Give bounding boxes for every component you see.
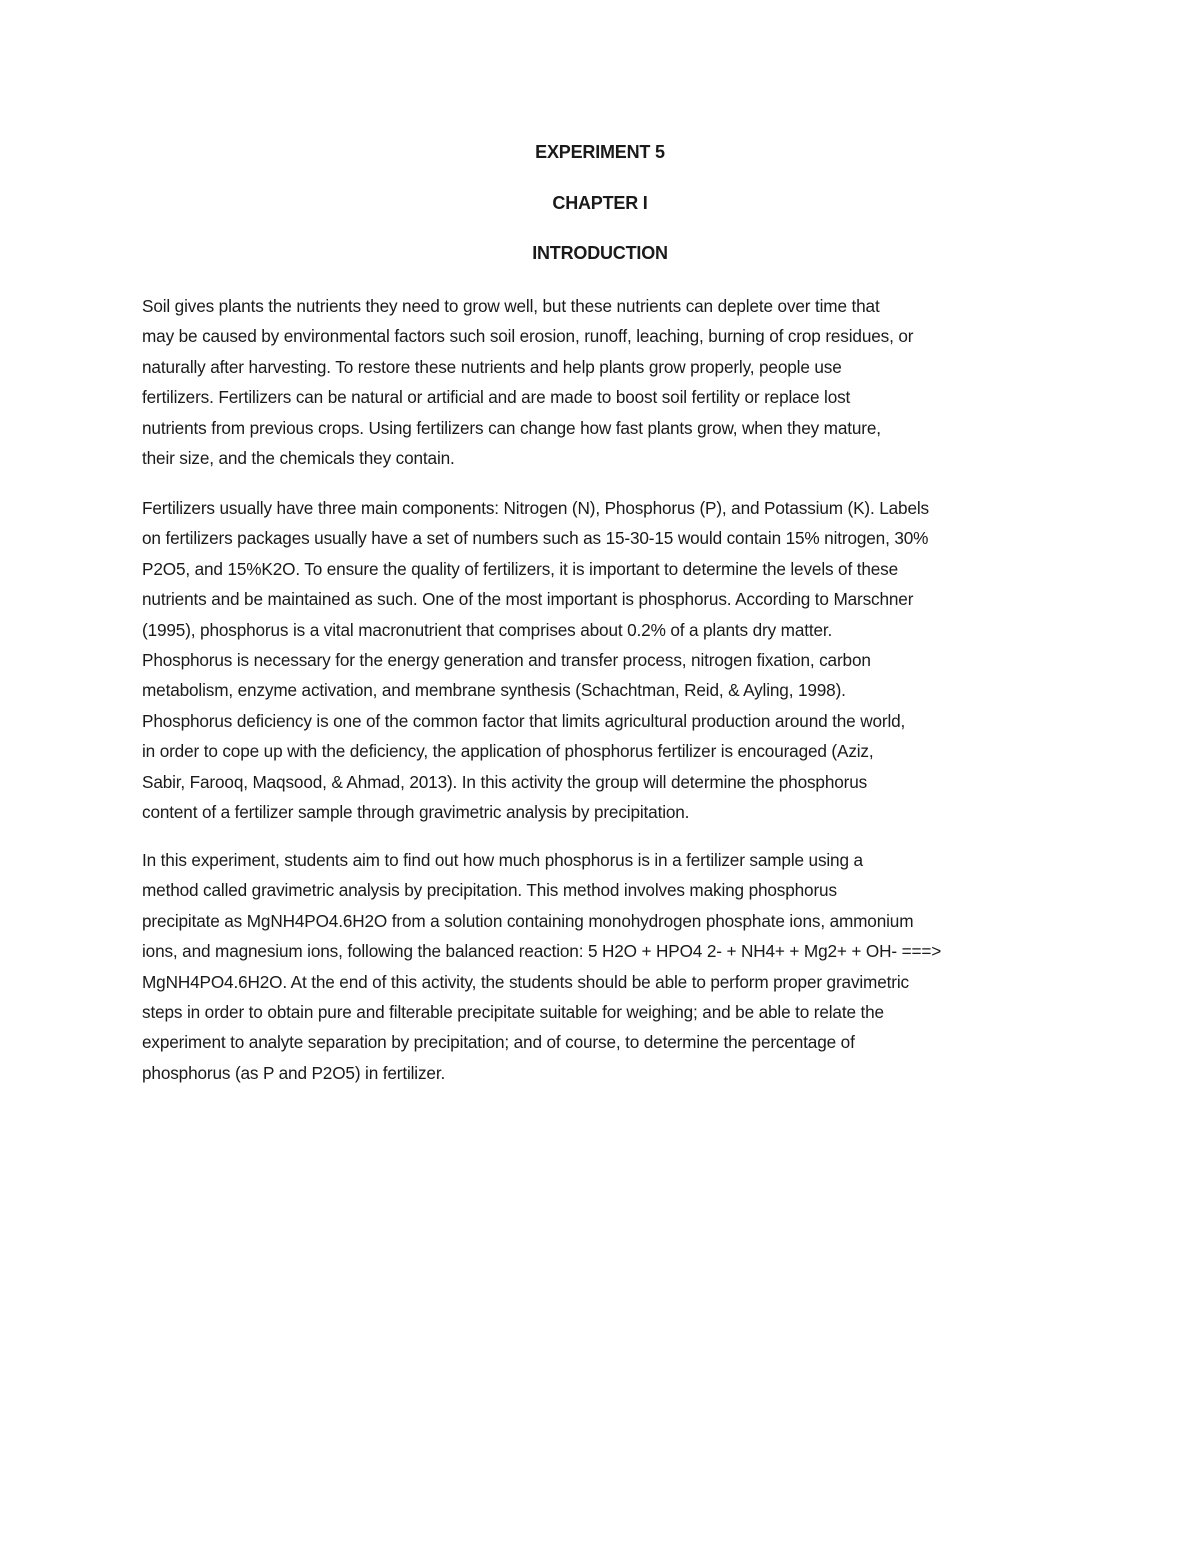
paragraph-line: nutrients and be maintained as such. One of the most important is phosphorus. According to Marschner bbox=[142, 589, 914, 610]
chapter-title: CHAPTER I bbox=[552, 193, 648, 213]
experiment-title: EXPERIMENT 5 bbox=[535, 142, 665, 162]
paragraph-line: Soil gives plants the nutrients they need to grow well, but these nutrients can deplete over time that bbox=[142, 296, 880, 316]
paragraph-1 bbox=[142, 291, 1062, 473]
paragraph-line: Phosphorus is necessary for the energy generation and transfer process, nitrogen fixation, carbon bbox=[142, 650, 871, 671]
paragraph-line: metabolism, enzyme activation, and membrane synthesis (Schachtman, Reid, & Ayling, 1998). bbox=[142, 680, 846, 701]
paragraph-line: fertilizers. Fertilizers can be natural or artificial and are made to boost soil fertility or replace lost bbox=[142, 387, 851, 408]
paragraph-2 bbox=[142, 493, 1062, 827]
paragraph-3 bbox=[142, 845, 1062, 1088]
paragraph-line: steps in order to obtain pure and filterable precipitate suitable for weighing; and be able to relate the bbox=[142, 1002, 884, 1023]
paragraph-line: nutrients from previous crops. Using fertilizers can change how fast plants grow, when they mature, bbox=[142, 417, 881, 438]
paragraph-line: phosphorus (as P and P2O5) in fertilizer. bbox=[142, 1062, 446, 1083]
paragraph-line: may be caused by environmental factors such soil erosion, runoff, leaching, burning of crop residues, or bbox=[142, 326, 914, 347]
paragraph-line: In this experiment, students aim to find out how much phosphorus is in a fertilizer sample using a bbox=[142, 850, 863, 870]
paragraph-line: method called gravimetric analysis by precipitation. This method involves making phosphorus bbox=[142, 880, 837, 901]
paragraph-line: precipitate as MgNH4PO4.6H2O from a solution containing monohydrogen phosphate ions, ammonium bbox=[142, 910, 914, 931]
paragraph-line: on fertilizers packages usually have a set of numbers such as 15-30-15 would contain 15% nitrogen, 30% bbox=[142, 528, 929, 549]
paragraph-line: their size, and the chemicals they contain. bbox=[142, 448, 455, 469]
paragraph-line: MgNH4PO4.6H2O. At the end of this activity, the students should be able to perform proper gravimetric bbox=[142, 971, 909, 992]
paragraph-line: ions, and magnesium ions, following the balanced reaction: 5 H2O + HPO4 2- + NH4+ + Mg2+ + OH- ===> bbox=[142, 941, 942, 962]
paragraph-line: Fertilizers usually have three main components: Nitrogen (N), Phosphorus (P), and Potassium (K). Labels bbox=[142, 498, 929, 518]
paragraph-line: (1995), phosphorus is a vital macronutrient that comprises about 0.2% of a plants dry matter. bbox=[142, 619, 833, 640]
paragraph-line: Sabir, Farooq, Maqsood, & Ahmad, 2013). In this activity the group will determine the phosphorus bbox=[142, 771, 868, 792]
paragraph-line: naturally after harvesting. To restore these nutrients and help plants grow properly, people use bbox=[142, 356, 842, 377]
paragraph-line: in order to cope up with the deficiency, the application of phosphorus fertilizer is encouraged (Aziz, bbox=[142, 741, 874, 762]
paragraph-line: Phosphorus deficiency is one of the common factor that limits agricultural production around the world, bbox=[142, 710, 906, 731]
section-title: INTRODUCTION bbox=[532, 243, 668, 263]
paragraph-line: experiment to analyte separation by precipitation; and of course, to determine the percentage of bbox=[142, 1032, 855, 1053]
paragraph-line: content of a fertilizer sample through gravimetric analysis by precipitation. bbox=[142, 802, 690, 823]
paragraph-line: P2O5, and 15%K2O. To ensure the quality of fertilizers, it is important to determine the levels of these bbox=[142, 558, 899, 579]
